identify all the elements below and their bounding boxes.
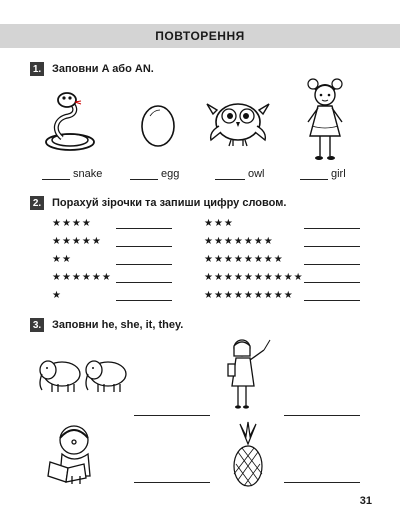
- answer-line-right-3[interactable]: [304, 264, 360, 265]
- snake-icon: [42, 90, 98, 152]
- answer-line-left-5[interactable]: [116, 300, 172, 301]
- star-row-left-3: ★★: [52, 254, 72, 265]
- task-1-number: 1.: [30, 62, 44, 76]
- task-3-instruction: Заповни he, she, it, they.: [52, 319, 184, 331]
- answer-blank[interactable]: [215, 169, 245, 180]
- section-header: [0, 24, 400, 48]
- answer-line-left-3[interactable]: [116, 264, 172, 265]
- egg-icon: [140, 104, 176, 148]
- answer-line-pineapple[interactable]: [284, 482, 360, 483]
- task-2-title: [30, 196, 286, 210]
- star-row-right-1: ★★★: [204, 218, 234, 229]
- answer-line-right-2[interactable]: [304, 246, 360, 247]
- answer-blank[interactable]: [130, 169, 158, 180]
- answer-line-girl-teacher[interactable]: [284, 415, 360, 416]
- answer-line-elephants[interactable]: [134, 415, 210, 416]
- star-row-right-4: ★★★★★★★★★★: [204, 272, 304, 283]
- star-row-left-4: ★★★★★★: [52, 272, 112, 283]
- task-1-instruction: Заповни A або AN.: [52, 63, 154, 75]
- answer-line-left-2[interactable]: [116, 246, 172, 247]
- star-row-left-5: ★: [52, 290, 62, 301]
- answer-blank[interactable]: [42, 169, 70, 180]
- task-1-title: [30, 62, 154, 76]
- girl-icon: [302, 78, 348, 166]
- task-1-item-egg: egg: [130, 168, 179, 180]
- boy-reading-icon: [44, 424, 100, 486]
- star-row-right-3: ★★★★★★★★: [204, 254, 284, 265]
- star-row-right-2: ★★★★★★★: [204, 236, 274, 247]
- answer-line-left-4[interactable]: [116, 282, 172, 283]
- task-2-number: 2.: [30, 196, 44, 210]
- answer-line-left-1[interactable]: [116, 228, 172, 229]
- task-2-instruction: Порахуй зірочки та запиши цифру словом.: [52, 197, 287, 209]
- star-row-right-5: ★★★★★★★★★: [204, 290, 294, 301]
- page-number: 31: [359, 495, 372, 507]
- task-1-item-girl: girl: [300, 168, 346, 180]
- pineapple-icon: [230, 422, 266, 488]
- answer-line-right-1[interactable]: [304, 228, 360, 229]
- girl-teacher-icon: [228, 338, 272, 410]
- star-row-left-2: ★★★★★: [52, 236, 102, 247]
- section-title: ПОВТОРЕННЯ: [155, 29, 245, 43]
- task-3-title: [30, 318, 183, 332]
- answer-line-right-5[interactable]: [304, 300, 360, 301]
- elephants-icon: [38, 356, 130, 396]
- star-row-left-1: ★★★★: [52, 218, 92, 229]
- task-1-item-owl: owl: [215, 168, 265, 180]
- answer-blank[interactable]: [300, 169, 328, 180]
- task-1-item-snake: snake: [42, 168, 102, 180]
- owl-icon: [205, 96, 271, 148]
- answer-line-boy-reading[interactable]: [134, 482, 210, 483]
- task-3-number: 3.: [30, 318, 44, 332]
- answer-line-right-4[interactable]: [304, 282, 360, 283]
